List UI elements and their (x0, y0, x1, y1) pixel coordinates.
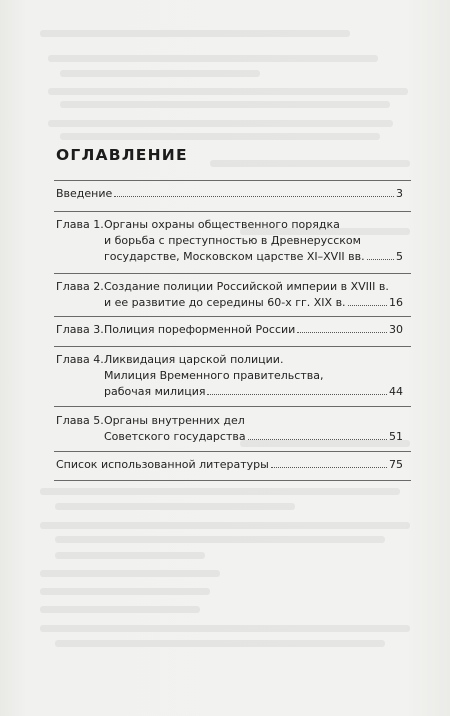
bleed-through-line (40, 570, 220, 577)
bleed-through-line (60, 133, 380, 140)
chapter-label: Глава 2. (56, 280, 104, 293)
chapter-title-line: Полиция пореформенной России (104, 323, 296, 336)
toc-title: ОГЛАВЛЕНИЕ (56, 146, 188, 164)
divider (54, 273, 411, 274)
dot-leader (348, 305, 387, 306)
bleed-through-line (55, 640, 385, 647)
chapter-label: Глава 5. (56, 414, 104, 427)
divider (54, 346, 411, 347)
toc-page-number: 5 (396, 250, 403, 263)
chapter-title-line: Советского государства (104, 430, 246, 443)
dot-leader (248, 439, 387, 440)
bleed-through-line (55, 552, 205, 559)
chapter-label: Глава 1. (56, 218, 104, 231)
chapter-title-line: Создание полиции Российской империи в XVIII в. (104, 280, 389, 293)
dot-leader (297, 332, 387, 333)
chapter-title-line: и борьба с преступностью в Древнерусском (104, 234, 361, 247)
divider (54, 451, 411, 452)
bleed-through-line (48, 55, 378, 62)
chapter-title-line: Милиция Временного правительства, (104, 369, 324, 382)
chapter-label: Глава 4. (56, 353, 104, 366)
divider (54, 211, 411, 212)
toc-page-number: 30 (389, 323, 403, 336)
divider (54, 316, 411, 317)
bleed-through-line (48, 88, 408, 95)
toc-page-number: 3 (396, 187, 403, 200)
bleed-through-line (40, 30, 350, 37)
bleed-through-line (210, 160, 410, 167)
bleed-through-line (60, 70, 260, 77)
bleed-through-line (40, 488, 400, 495)
divider (54, 480, 411, 481)
bleed-through-line (40, 522, 410, 529)
bleed-through-line (55, 536, 385, 543)
divider (54, 406, 411, 407)
chapter-title-line: и ее развитие до середины 60-х гг. XIX в. (104, 296, 346, 309)
toc-page-number: 75 (389, 458, 403, 471)
dot-leader (271, 467, 387, 468)
bleed-through-line (60, 101, 390, 108)
dot-leader (367, 259, 394, 260)
chapter-title-line: рабочая милиция (104, 385, 206, 398)
toc-entry-text: Список использованной литературы (56, 458, 269, 471)
chapter-label: Глава 3. (56, 323, 104, 336)
chapter-title-line: государстве, Московском царстве XI–XVII вв. (104, 250, 365, 263)
chapter-title-line: Ликвидация царской полиции. (104, 353, 284, 366)
toc-entry-text: Введение (56, 187, 113, 200)
chapter-title-line: Органы охраны общественного порядка (104, 218, 340, 231)
bleed-through-line (55, 503, 295, 510)
toc-page-number: 44 (389, 385, 403, 398)
toc-page-number: 16 (389, 296, 403, 309)
bleed-through-line (40, 606, 200, 613)
chapter-title-line: Органы внутренних дел (104, 414, 245, 427)
dot-leader (114, 196, 394, 197)
divider (54, 180, 411, 181)
toc-page-number: 51 (389, 430, 403, 443)
bleed-through-line (40, 625, 410, 632)
bleed-through-line (40, 588, 210, 595)
bleed-through-line (48, 120, 393, 127)
dot-leader (207, 394, 387, 395)
